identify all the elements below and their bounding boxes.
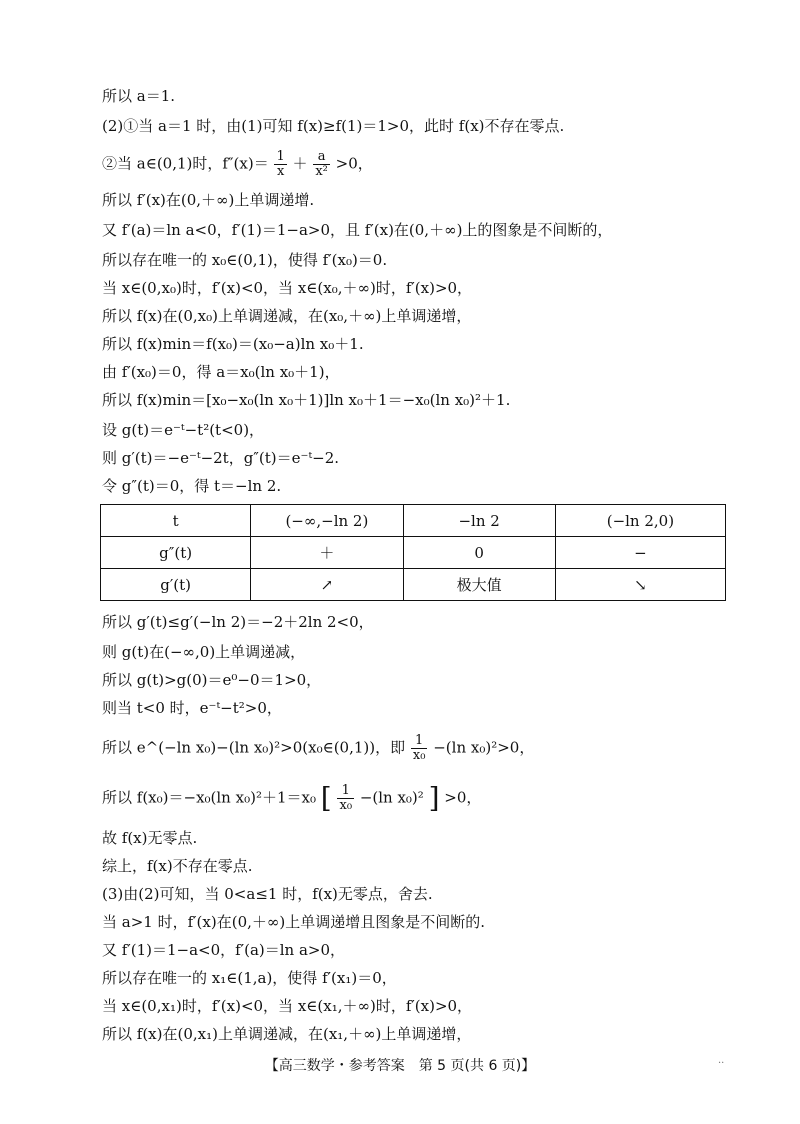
text-line: (3)由(2)可知，当 0<a≤1 时，f(x)无零点，舍去. (102, 885, 433, 903)
text-line: 所以 g(t)>g(0)＝e⁰−0＝1>0， (102, 671, 322, 689)
denominator: x² (315, 164, 328, 179)
text-line: 综上，f(x)不存在零点. (102, 857, 253, 875)
text-segment: 所以 e^(−ln x₀)−(ln x₀)²>0(x₀∈(0,1))，即 (102, 738, 406, 757)
table-cell: 0 (403, 537, 555, 569)
table-cell: 极大值 (403, 569, 555, 601)
table-cell: ↘ (555, 569, 725, 601)
table-header-row (101, 505, 726, 537)
fraction (313, 150, 330, 179)
text-line-with-fraction (102, 781, 482, 815)
table-cell: g′(t) (101, 569, 251, 601)
text-line: 所以存在唯一的 x₁∈(1,a)，使得 f′(x₁)＝0， (102, 969, 397, 987)
text-line: 令 g″(t)＝0，得 t＝−ln 2. (102, 477, 282, 495)
text-line-with-fraction (102, 734, 534, 763)
text-line: 由 f′(x₀)＝0，得 a＝x₀(ln x₀＋1)， (102, 363, 340, 381)
text-line: 当 x∈(0,x₀)时，f′(x)<0，当 x∈(x₀,＋∞)时，f′(x)>0， (102, 279, 473, 297)
text-line: 所以 g′(t)≤g′(−ln 2)＝−2＋2ln 2<0， (102, 613, 374, 631)
denominator: x₀ (339, 798, 353, 813)
monotonicity-table (100, 504, 726, 601)
right-bracket: ] (428, 781, 440, 815)
left-bracket: [ (320, 781, 332, 815)
text-segment: >0， (335, 154, 373, 173)
numerator: 1 (276, 149, 285, 164)
table-cell: g″(t) (101, 537, 251, 569)
table-row (101, 569, 726, 601)
text-line: (2)①当 a＝1 时，由(1)可知 f(x)≥f(1)＝1>0，此时 f(x)不存在零点. (102, 117, 565, 135)
numerator: 1 (337, 784, 354, 799)
table-cell: ↗ (251, 569, 403, 601)
corner-mark: ·· (718, 1058, 725, 1069)
denominator: x (276, 164, 285, 179)
text-line: 所以 f(x)min＝[x₀−x₀(ln x₀＋1)]ln x₀＋1＝−x₀(ln x₀)²＋1. (102, 391, 511, 409)
table-row (101, 537, 726, 569)
text-line: 所以 f′(x)在(0,＋∞)上单调递增. (102, 191, 315, 209)
text-line: 则 g′(t)＝−e⁻ᵗ−2t，g″(t)＝e⁻ᵗ−2. (102, 449, 340, 467)
text-line: 所以 f(x)在(0,x₀)上单调递减，在(x₀,＋∞)上单调递增， (102, 307, 472, 325)
text-line: 故 f(x)无零点. (102, 829, 198, 847)
text-line: 则当 t<0 时，e⁻ᵗ−t²>0， (102, 699, 282, 717)
text-line: 设 g(t)＝e⁻ᵗ−t²(t<0)， (102, 421, 265, 439)
text-line: 所以 f(x)min＝f(x₀)＝(x₀−a)ln x₀＋1. (102, 335, 364, 353)
fraction (337, 784, 354, 813)
text-line: 所以 f(x)在(0,x₁)上单调递减，在(x₁,＋∞)上单调递增， (102, 1025, 472, 1043)
text-line: 又 f′(a)＝ln a<0，f′(1)＝1−a>0，且 f′(x)在(0,＋∞)上的图象是不间断的， (102, 221, 613, 239)
table-cell: −ln 2 (403, 505, 555, 537)
page-footer: 【高三数学・参考答案 第 5 页(共 6 页)】 (264, 1058, 536, 1074)
table-cell: (−ln 2,0) (555, 505, 725, 537)
text-segment: −(ln x₀)² (359, 788, 424, 807)
operator: ＋ (292, 154, 308, 173)
denominator: x₀ (412, 748, 426, 763)
text-line: 又 f′(1)＝1−a<0，f′(a)＝ln a>0， (102, 941, 346, 959)
text-line-with-fraction (102, 150, 373, 179)
text-segment: >0， (444, 788, 482, 807)
numerator: 1 (411, 734, 428, 749)
text-line: 所以存在唯一的 x₀∈(0,1)，使得 f′(x₀)＝0. (102, 251, 388, 269)
text-segment: 所以 f(x₀)＝−x₀(ln x₀)²＋1＝x₀ (102, 788, 316, 807)
table-cell: ＋ (251, 537, 403, 569)
table-cell: t (101, 505, 251, 537)
text-line: 当 a>1 时，f′(x)在(0,＋∞)上单调递增且图象是不间断的. (102, 913, 485, 931)
text-line: 所以 a＝1. (102, 87, 176, 105)
text-segment: −(ln x₀)²>0， (433, 738, 535, 757)
text-line: 当 x∈(0,x₁)时，f′(x)<0，当 x∈(x₁,＋∞)时，f′(x)>0， (102, 997, 473, 1015)
table-cell: − (555, 537, 725, 569)
table-cell: (−∞,−ln 2) (251, 505, 403, 537)
text-segment: ②当 a∈(0,1)时，f″(x)＝ (102, 154, 269, 173)
fraction (274, 150, 286, 179)
numerator: a (313, 150, 330, 165)
fraction (411, 734, 428, 763)
text-line: 则 g(t)在(−∞,0)上单调递减， (102, 643, 306, 661)
